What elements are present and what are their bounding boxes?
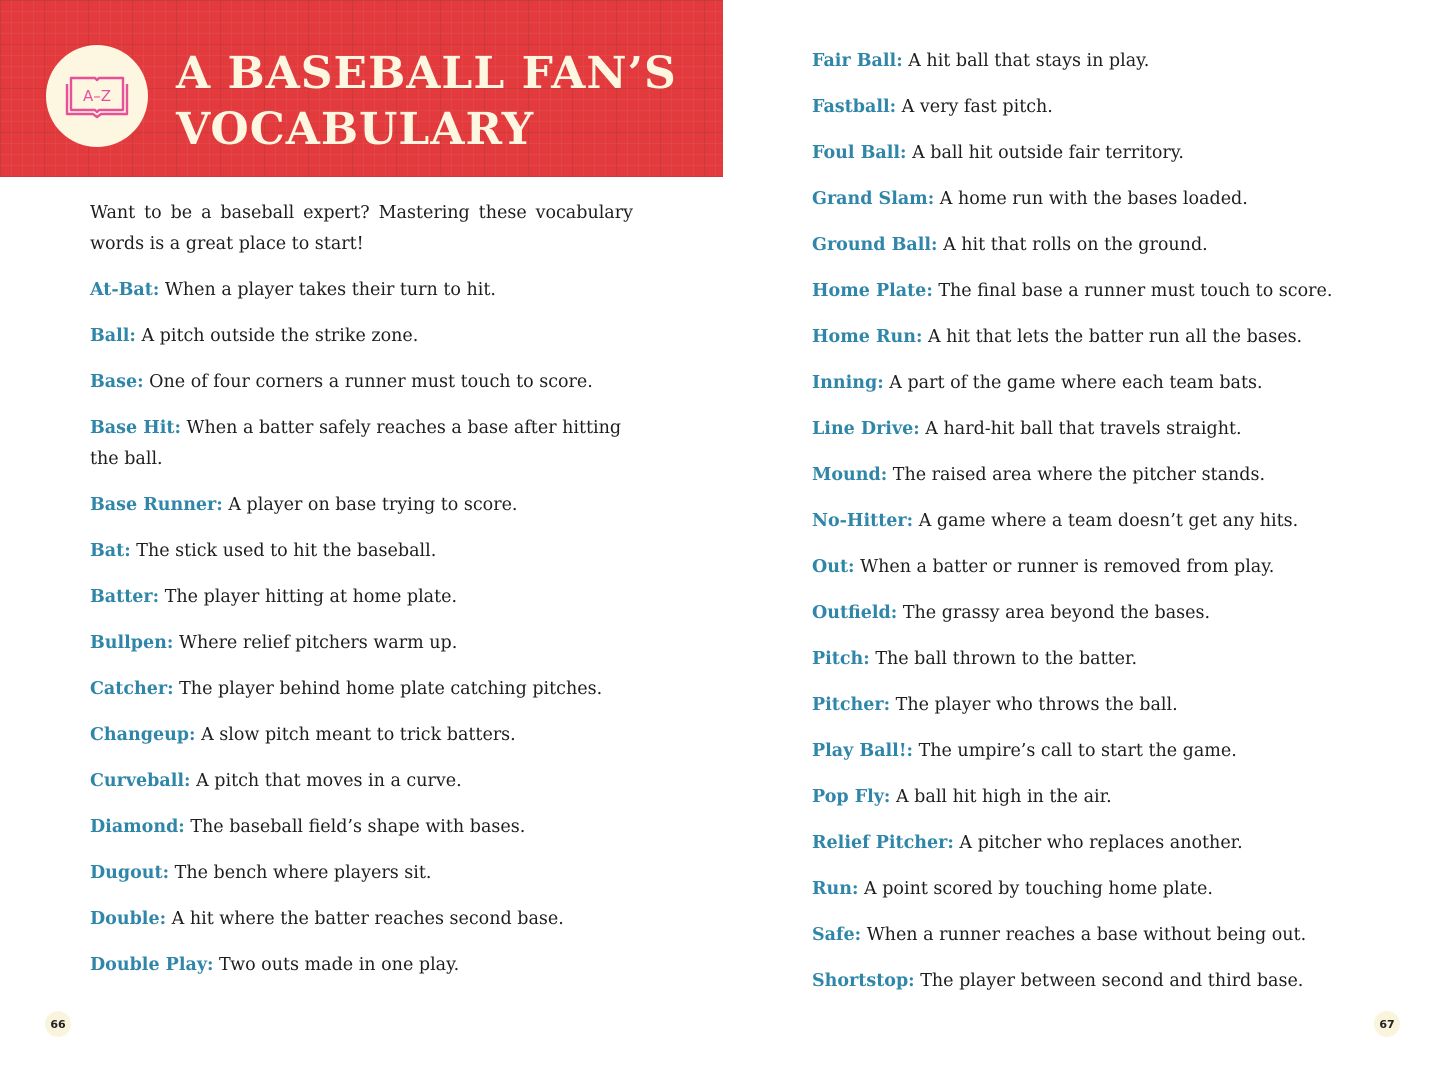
glossary-entry xyxy=(812,782,1412,813)
glossary-definition: A pitch that moves in a curve. xyxy=(196,771,462,791)
glossary-term: Pitch: xyxy=(812,649,870,669)
glossary-term: Home Plate: xyxy=(812,281,933,301)
glossary-definition: Two outs made in one play. xyxy=(219,955,460,975)
glossary-entry xyxy=(90,536,633,567)
glossary-definition: The baseball field’s shape with bases. xyxy=(190,817,526,837)
glossary-term: Base Runner: xyxy=(90,495,223,515)
page-number-right: 67 xyxy=(1374,1011,1400,1037)
glossary-definition: Where relief pitchers warm up. xyxy=(178,633,458,653)
title-line-1: A BASEBALL FAN’S xyxy=(176,48,677,99)
glossary-term: Base: xyxy=(90,372,144,392)
glossary-definition: When a player takes their turn to hit. xyxy=(164,280,496,300)
glossary-definition: A hard-hit ball that travels straight. xyxy=(925,419,1242,439)
glossary-term: Bat: xyxy=(90,541,131,561)
glossary-definition: A player on base trying to score. xyxy=(228,495,518,515)
glossary-entry xyxy=(812,230,1412,261)
glossary-entry xyxy=(812,46,1412,77)
glossary-term: Double Play: xyxy=(90,955,214,975)
glossary-term: Pop Fly: xyxy=(812,787,891,807)
glossary-definition: The player between second and third base. xyxy=(920,971,1304,991)
intro-text: Want to be a baseball expert? Mastering these vocabulary words is a great place to start! xyxy=(90,203,633,254)
glossary-term: Ground Ball: xyxy=(812,235,938,255)
glossary-entry xyxy=(90,321,633,352)
glossary-definition: The player hitting at home plate. xyxy=(164,587,458,607)
glossary-entry xyxy=(812,368,1412,399)
glossary-term: Catcher: xyxy=(90,679,174,699)
glossary-definition: The bench where players sit. xyxy=(174,863,432,883)
header-banner xyxy=(0,0,723,177)
glossary-definition: A very fast pitch. xyxy=(901,97,1053,117)
glossary-entry xyxy=(812,966,1412,997)
glossary-entry xyxy=(90,275,633,306)
glossary-term: Inning: xyxy=(812,373,884,393)
glossary-entry xyxy=(90,367,633,398)
glossary-definition: When a runner reaches a base without being out. xyxy=(866,925,1307,945)
glossary-term: Run: xyxy=(812,879,859,899)
glossary-term: Base Hit: xyxy=(90,418,181,438)
glossary-definition: A pitch outside the strike zone. xyxy=(141,326,419,346)
glossary-definition: A home run with the bases loaded. xyxy=(939,189,1248,209)
glossary-term: Batter: xyxy=(90,587,160,607)
glossary-entry xyxy=(812,736,1412,767)
glossary-definition: A game where a team doesn’t get any hits. xyxy=(918,511,1299,531)
glossary-entry xyxy=(812,276,1412,307)
glossary-entry xyxy=(812,506,1412,537)
glossary-entry xyxy=(90,674,633,705)
left-column xyxy=(90,198,633,981)
glossary-term: Line Drive: xyxy=(812,419,920,439)
glossary-term: Bullpen: xyxy=(90,633,174,653)
glossary-term: Double: xyxy=(90,909,167,929)
glossary-definition: A point scored by touching home plate. xyxy=(864,879,1213,899)
glossary-definition: A hit that lets the batter run all the bases. xyxy=(927,327,1303,347)
glossary-term: Relief Pitcher: xyxy=(812,833,954,853)
glossary-term: Shortstop: xyxy=(812,971,915,991)
glossary-term: Outfield: xyxy=(812,603,898,623)
glossary-term: Foul Ball: xyxy=(812,143,907,163)
title-line-2: VOCABULARY xyxy=(176,104,535,155)
glossary-definition: A ball hit outside fair territory. xyxy=(912,143,1184,163)
glossary-entry xyxy=(90,858,633,889)
glossary-entry xyxy=(812,414,1412,445)
glossary-term: Safe: xyxy=(812,925,862,945)
glossary-definition: The ball thrown to the batter. xyxy=(875,649,1138,669)
glossary-entry xyxy=(90,950,633,981)
glossary-term: Ball: xyxy=(90,326,136,346)
glossary-entry xyxy=(812,138,1412,169)
glossary-term: Out: xyxy=(812,557,855,577)
glossary-definition: A part of the game where each team bats. xyxy=(889,373,1263,393)
glossary-definition: One of four corners a runner must touch to score. xyxy=(149,372,593,392)
glossary-term: Grand Slam: xyxy=(812,189,935,209)
glossary-definition: The final base a runner must touch to score. xyxy=(938,281,1333,301)
glossary-definition: The stick used to hit the baseball. xyxy=(136,541,437,561)
glossary-term: No-Hitter: xyxy=(812,511,914,531)
book-icon xyxy=(63,72,131,120)
glossary-definition: The player who throws the ball. xyxy=(895,695,1178,715)
badge-text: A–Z xyxy=(82,87,112,105)
glossary-term: Diamond: xyxy=(90,817,185,837)
glossary-entry xyxy=(812,92,1412,123)
glossary-definition: A slow pitch meant to trick batters. xyxy=(201,725,516,745)
glossary-term: Play Ball!: xyxy=(812,741,913,761)
page-title xyxy=(176,46,677,158)
glossary-entry xyxy=(90,413,633,475)
glossary-definition: A hit that rolls on the ground. xyxy=(943,235,1208,255)
glossary-entry xyxy=(812,598,1412,629)
glossary-definition: The grassy area beyond the bases. xyxy=(902,603,1211,623)
glossary-term: Pitcher: xyxy=(812,695,891,715)
left-glossary-list xyxy=(90,275,633,981)
glossary-entry xyxy=(812,644,1412,675)
right-glossary-list xyxy=(812,46,1412,997)
glossary-definition: A hit where the batter reaches second base. xyxy=(171,909,564,929)
glossary-entry xyxy=(812,828,1412,859)
glossary-term: Fair Ball: xyxy=(812,51,903,71)
glossary-entry xyxy=(812,460,1412,491)
glossary-entry xyxy=(90,812,633,843)
glossary-entry xyxy=(90,582,633,613)
glossary-entry xyxy=(812,690,1412,721)
glossary-entry xyxy=(90,766,633,797)
glossary-term: Dugout: xyxy=(90,863,170,883)
glossary-term: At-Bat: xyxy=(90,280,160,300)
glossary-entry xyxy=(812,552,1412,583)
glossary-term: Home Run: xyxy=(812,327,923,347)
az-badge xyxy=(46,45,148,147)
glossary-definition: A ball hit high in the air. xyxy=(895,787,1112,807)
glossary-term: Mound: xyxy=(812,465,888,485)
glossary-definition: The raised area where the pitcher stands. xyxy=(892,465,1266,485)
glossary-entry xyxy=(812,920,1412,951)
right-column xyxy=(812,46,1412,997)
glossary-entry xyxy=(90,904,633,935)
glossary-entry xyxy=(90,490,633,521)
page-number-left: 66 xyxy=(45,1011,71,1037)
glossary-entry xyxy=(812,184,1412,215)
glossary-definition: The umpire’s call to start the game. xyxy=(918,741,1237,761)
glossary-entry xyxy=(812,874,1412,905)
glossary-definition: A hit ball that stays in play. xyxy=(908,51,1150,71)
glossary-term: Fastball: xyxy=(812,97,897,117)
glossary-term: Changeup: xyxy=(90,725,196,745)
glossary-entry xyxy=(90,628,633,659)
glossary-definition: The player behind home plate catching pitches. xyxy=(179,679,603,699)
glossary-definition: When a batter safely reaches a base after hitting the ball. xyxy=(90,418,622,469)
glossary-definition: A pitcher who replaces another. xyxy=(959,833,1243,853)
glossary-entry xyxy=(90,720,633,751)
glossary-term: Curveball: xyxy=(90,771,191,791)
glossary-entry xyxy=(812,322,1412,353)
glossary-definition: When a batter or runner is removed from play. xyxy=(860,557,1275,577)
